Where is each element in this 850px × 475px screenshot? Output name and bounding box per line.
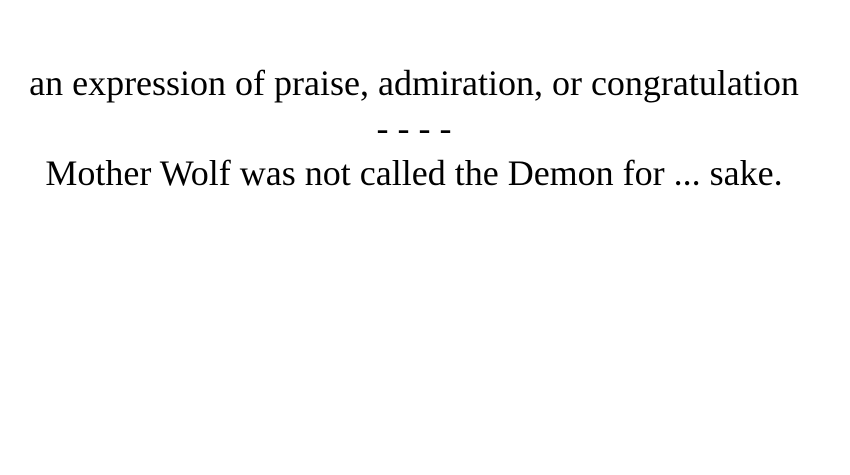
- separator: - - - -: [376, 108, 452, 148]
- example-sentence: Mother Wolf was not called the Demon for ... sake.: [45, 153, 783, 193]
- definition-text: an expression of praise, admiration, or congratulation: [29, 63, 799, 103]
